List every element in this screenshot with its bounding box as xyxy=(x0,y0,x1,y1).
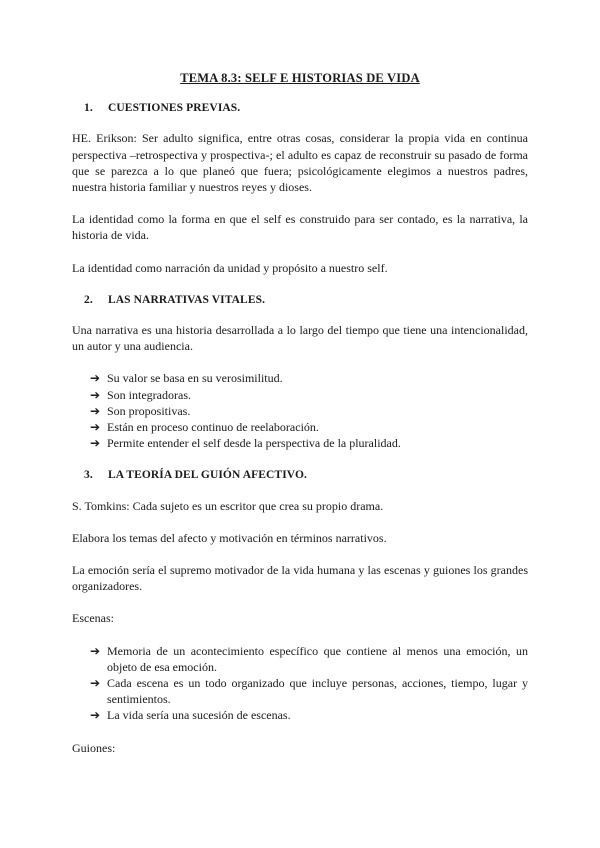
arrow-right-icon: ➔ xyxy=(90,643,101,658)
list-item-text: Son propositivas. xyxy=(107,403,191,418)
section-number-2: 2. xyxy=(84,293,93,306)
list-item-text: La vida sería una sucesión de escenas. xyxy=(107,708,291,723)
escenas-bullet-list xyxy=(72,643,528,724)
section-title-3: LA TEORÍA DEL GUIÓN AFECTIVO. xyxy=(108,469,307,482)
list-item-text: Están en proceso continuo de reelaboración. xyxy=(107,420,319,435)
paragraph-emocion: La emoción sería el supremo motivador de la vida humana y las escenas y guiones los grandes organizadores. xyxy=(72,563,528,594)
list-item xyxy=(72,675,528,707)
list-item-text: Memoria de un acontecimiento específico que contiene al menos una emoción, un objeto de esa emoción. xyxy=(107,643,528,674)
list-item xyxy=(72,435,528,451)
arrow-right-icon: ➔ xyxy=(90,676,101,691)
paragraph-tomkins: S. Tomkins: Cada sujeto es un escritor que crea su propio drama. xyxy=(72,498,384,513)
list-item xyxy=(72,707,528,723)
section-number-1: 1. xyxy=(84,102,93,115)
section-title-1: CUESTIONES PREVIAS. xyxy=(108,102,241,115)
paragraph-narrativa-definicion: Una narrativa es una historia desarrollada a lo largo del tiempo que tiene una intencionalidad, un autor y una audiencia. xyxy=(72,323,528,354)
section-number-3: 3. xyxy=(84,469,93,482)
arrow-right-icon: ➔ xyxy=(90,371,101,386)
list-item-text: Son integradoras. xyxy=(107,387,191,402)
section-heading-3 xyxy=(72,467,528,483)
list-item xyxy=(72,387,528,403)
section-title-2: LAS NARRATIVAS VITALES. xyxy=(108,293,266,306)
list-item xyxy=(72,403,528,419)
guiones-label: Guiones: xyxy=(72,740,116,755)
paragraph-afecto-motivacion: Elabora los temas del afecto y motivación en términos narrativos. xyxy=(72,530,387,545)
section-heading-2 xyxy=(72,292,528,308)
section-heading-1 xyxy=(72,100,528,116)
list-item xyxy=(72,419,528,435)
list-item-text: Su valor se basa en su verosimilitud. xyxy=(107,371,283,386)
arrow-right-icon: ➔ xyxy=(90,436,101,451)
arrow-right-icon: ➔ xyxy=(90,403,101,418)
paragraph-erikson: HE. Erikson: Ser adulto significa, entre otras cosas, considerar la propia vida en continua perspectiva –retrospectiva y prospectiva-; el adulto es capaz de reconstruir su pasado de forma que se parezca a lo que planeó que fuera; psicológicamente elegimos a nuestros padres, nuestra historia familiar y nuestros reyes y dioses. xyxy=(72,131,528,195)
document-page xyxy=(72,70,528,772)
list-item xyxy=(72,370,528,386)
escenas-label: Escenas: xyxy=(72,611,114,626)
document-title: TEMA 8.3: SELF E HISTORIAS DE VIDA xyxy=(180,71,420,85)
arrow-right-icon: ➔ xyxy=(90,387,101,402)
narrativa-bullet-list xyxy=(72,370,528,451)
paragraph-identidad-narracion: La identidad como narración da unidad y propósito a nuestro self. xyxy=(72,260,388,275)
arrow-right-icon: ➔ xyxy=(90,708,101,723)
paragraph-identidad-narrativa: La identidad como la forma en que el self es construido para ser contado, es la narrativa, la historia de vida. xyxy=(72,212,528,243)
arrow-right-icon: ➔ xyxy=(90,420,101,435)
list-item-text: Cada escena es un todo organizado que incluye personas, acciones, tiempo, lugar y sentimientos. xyxy=(107,676,528,707)
list-item-text: Permite entender el self desde la perspectiva de la pluralidad. xyxy=(107,436,401,451)
list-item xyxy=(72,643,528,675)
